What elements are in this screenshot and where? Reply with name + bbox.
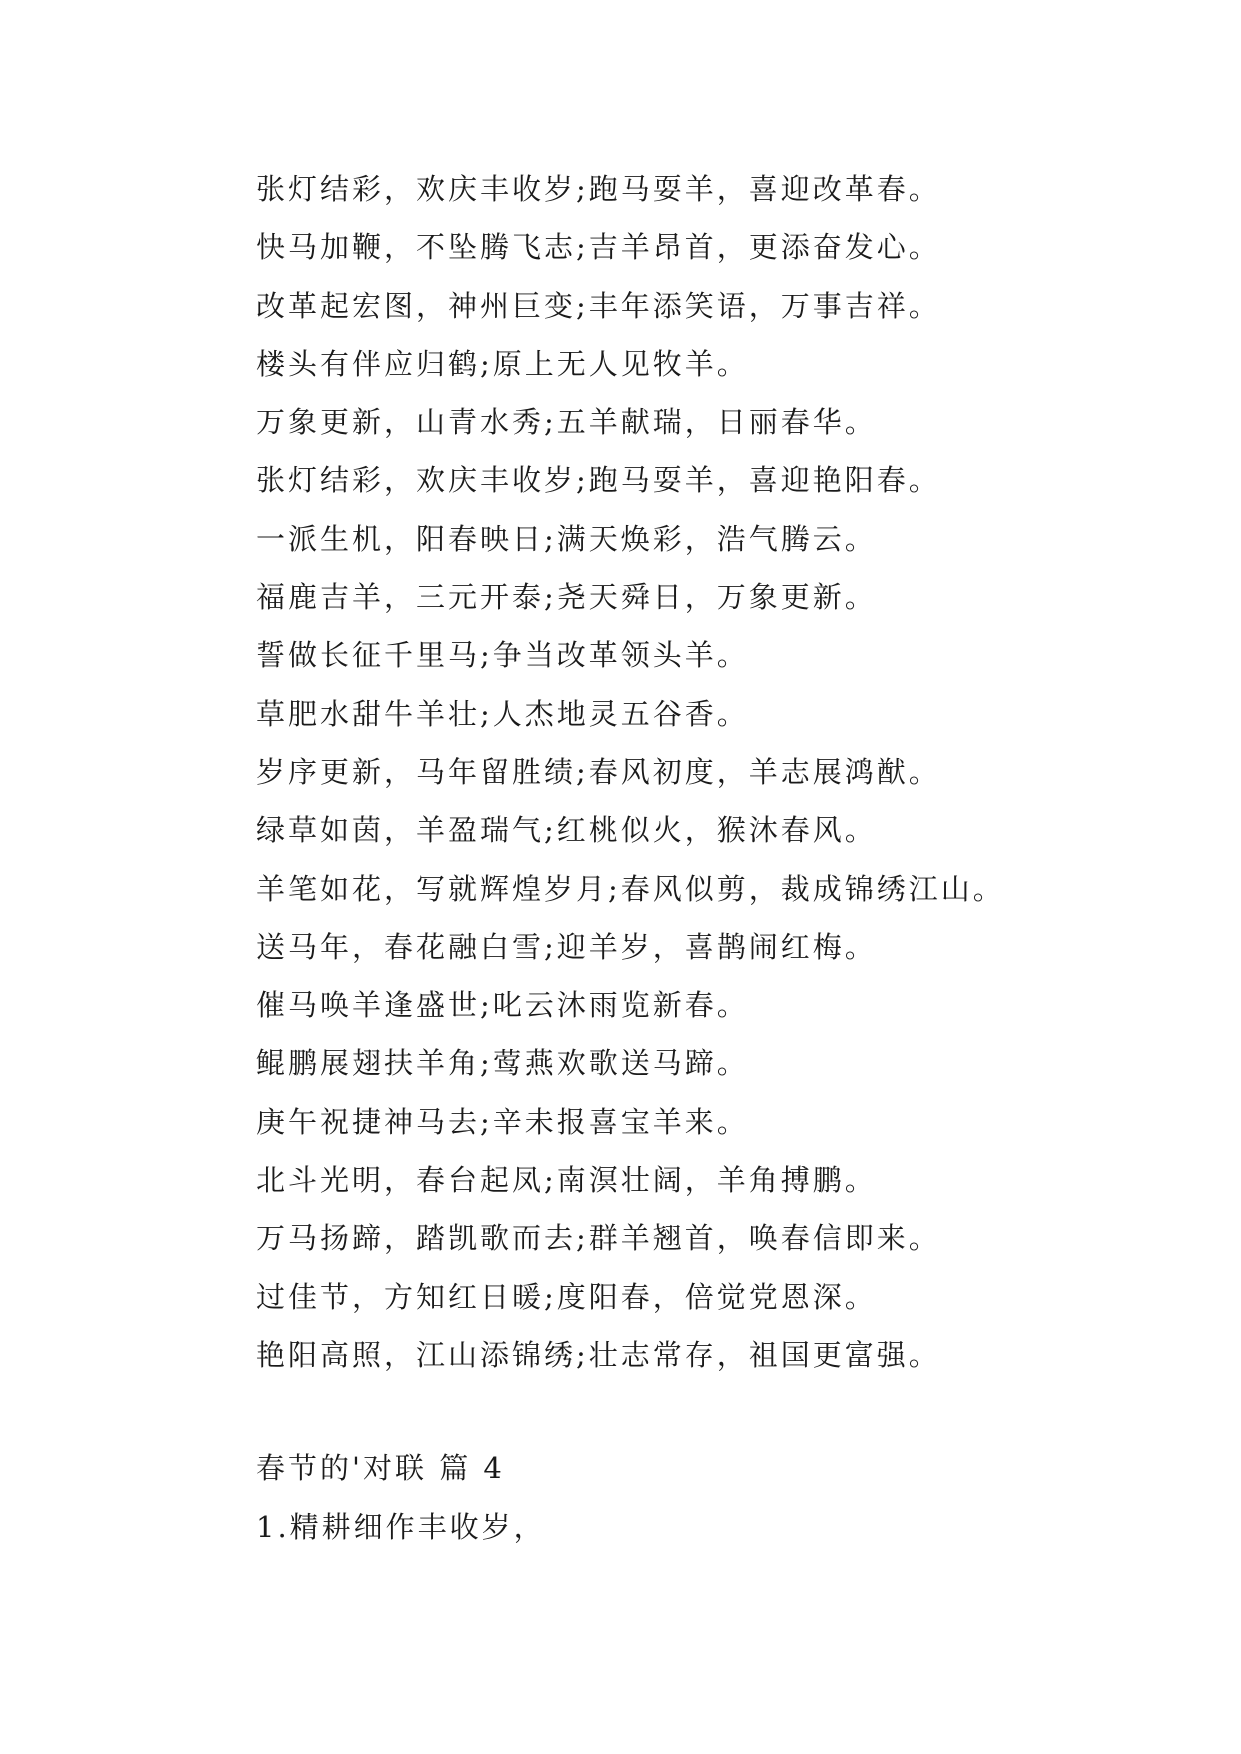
couplet-line: 福鹿吉羊，三元开泰;尧天舜日，万象更新。 xyxy=(256,580,877,615)
couplet-line: 送马年，春花融白雪;迎羊岁，喜鹊闹红梅。 xyxy=(256,929,877,964)
couplet-line: 羊笔如花，写就辉煌岁月;春风似剪，裁成锦绣江山。 xyxy=(256,871,1005,906)
couplet-line: 誓做长征千里马;争当改革领头羊。 xyxy=(256,638,749,673)
couplet-line: 艳阳高照，江山添锦绣;壮志常存，祖国更富强。 xyxy=(256,1337,941,1372)
couplet-line: 岁序更新，马年留胜绩;春风初度，羊志展鸿猷。 xyxy=(256,754,941,789)
couplet-line: 北斗光明，春台起凤;南溟壮阔，羊角搏鹏。 xyxy=(256,1163,877,1198)
couplet-line: 万马扬蹄，踏凯歌而去;群羊翘首，唤春信即来。 xyxy=(256,1221,941,1256)
couplet-line: 绿草如茵，羊盈瑞气;红桃似火，猴沐春风。 xyxy=(256,813,877,848)
section-heading: 春节的'对联 篇 4 xyxy=(256,1451,505,1486)
section-4 xyxy=(256,1439,1156,1556)
couplet-line: 庚午祝捷神马去;辛未报喜宝羊来。 xyxy=(256,1104,749,1139)
couplet-line: 一派生机，阳春映日;满天焕彩，浩气腾云。 xyxy=(256,521,877,556)
couplet-line: 张灯结彩，欢庆丰收岁;跑马耍羊，喜迎艳阳春。 xyxy=(256,463,941,498)
couplet-line: 改革起宏图，神州巨变;丰年添笑语，万事吉祥。 xyxy=(256,288,941,323)
couplet-line: 楼头有伴应归鹤;原上无人见牧羊。 xyxy=(256,346,749,381)
couplet-list xyxy=(256,160,1156,1384)
couplet-line: 催马唤羊逢盛世;叱云沐雨览新春。 xyxy=(256,988,749,1023)
couplet-line: 万象更新，山青水秀;五羊献瑞，日丽春华。 xyxy=(256,405,877,440)
list-item: 1.精耕细作丰收岁， xyxy=(256,1509,546,1544)
couplet-line: 草肥水甜牛羊壮;人杰地灵五谷香。 xyxy=(256,696,749,731)
couplet-line: 过佳节，方知红日暖;度阳春，倍觉党恩深。 xyxy=(256,1279,877,1314)
document-body xyxy=(256,160,1156,1556)
couplet-line: 鲲鹏展翅扶羊角;莺燕欢歌送马蹄。 xyxy=(256,1046,749,1081)
couplet-line: 张灯结彩，欢庆丰收岁;跑马耍羊，喜迎改革春。 xyxy=(256,172,941,206)
couplet-line: 快马加鞭，不坠腾飞志;吉羊昂首，更添奋发心。 xyxy=(256,230,941,265)
